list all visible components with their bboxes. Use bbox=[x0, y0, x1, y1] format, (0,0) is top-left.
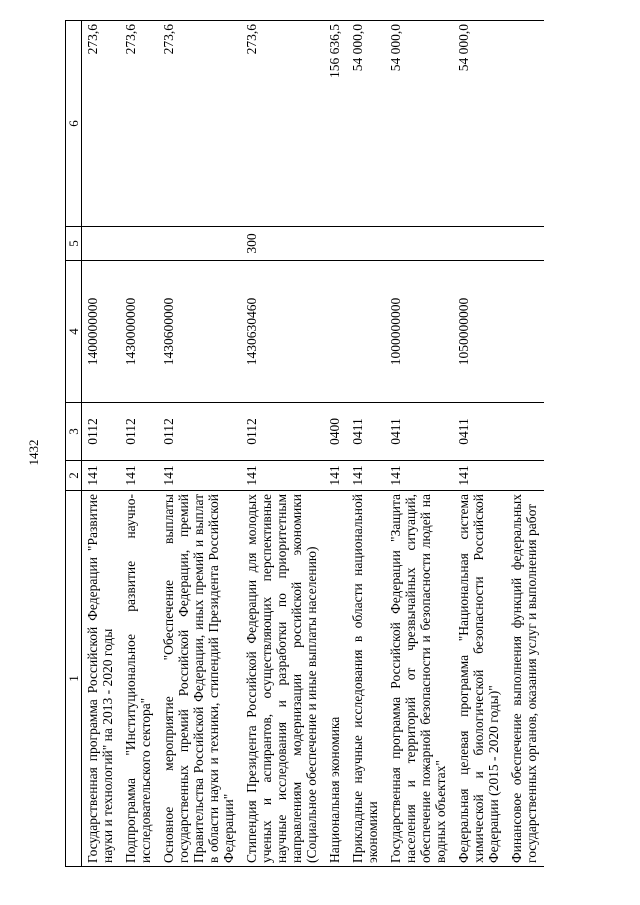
table-row bbox=[241, 21, 324, 867]
row-amount: 273,6 bbox=[120, 21, 158, 227]
row-rzpr: 0411 bbox=[453, 403, 506, 461]
table-row bbox=[506, 21, 544, 867]
row-csr: 1400000000 bbox=[82, 261, 121, 403]
column-header-3: 3 bbox=[66, 403, 82, 461]
row-csr: 1430600000 bbox=[158, 261, 241, 403]
row-rzpr: 0112 bbox=[82, 403, 121, 461]
column-header-row bbox=[66, 21, 82, 867]
row-vr bbox=[347, 227, 385, 261]
row-ved: 141 bbox=[158, 461, 241, 491]
row-csr bbox=[506, 261, 544, 403]
row-amount: 54 000,0 bbox=[453, 21, 506, 227]
row-name: Стипендия Президента Российской Федерации для молодых ученых и аспирантов, осуществляющих перспективные научные исследования и разработки по приоритетным направлениям модернизации российской экономики (Социальное обеспечение и иные выплаты населению) bbox=[241, 491, 324, 867]
row-csr bbox=[324, 261, 347, 403]
column-header-5: 5 bbox=[66, 227, 82, 261]
table-row bbox=[158, 21, 241, 867]
row-csr: 1050000000 bbox=[453, 261, 506, 403]
column-header-2: 2 bbox=[66, 461, 82, 491]
row-vr bbox=[82, 227, 121, 261]
row-name: Подпрограмма "Институциональное развитие научно-исследовательского сектора" bbox=[120, 491, 158, 867]
row-ved: 141 bbox=[347, 461, 385, 491]
table-row bbox=[82, 21, 121, 867]
column-header-6: 6 bbox=[66, 21, 82, 227]
row-rzpr: 0112 bbox=[241, 403, 324, 461]
row-rzpr bbox=[506, 403, 544, 461]
table-row bbox=[385, 21, 453, 867]
row-name: Государственная программа Российской Федерации "Развитие науки и технологий" на 2013 - 2020 годы bbox=[82, 491, 121, 867]
table-row bbox=[453, 21, 506, 867]
row-vr bbox=[120, 227, 158, 261]
row-ved: 141 bbox=[385, 461, 453, 491]
row-csr: 1430630460 bbox=[241, 261, 324, 403]
row-vr bbox=[385, 227, 453, 261]
row-ved: 141 bbox=[453, 461, 506, 491]
row-amount: 273,6 bbox=[82, 21, 121, 227]
row-amount: 156 636,5 bbox=[324, 21, 347, 227]
row-name: Прикладные научные исследования в области национальной экономики bbox=[347, 491, 385, 867]
row-vr bbox=[453, 227, 506, 261]
row-vr: 300 bbox=[241, 227, 324, 261]
row-name: Финансовое обеспечение выполнения функций федеральных государственных органов, оказания услуг и выполнения работ bbox=[506, 491, 544, 867]
column-header-4: 4 bbox=[66, 261, 82, 403]
column-header-1: 1 bbox=[66, 491, 82, 867]
row-csr: 1430000000 bbox=[120, 261, 158, 403]
row-csr: 1000000000 bbox=[385, 261, 453, 403]
row-ved: 141 bbox=[241, 461, 324, 491]
row-amount: 273,6 bbox=[158, 21, 241, 227]
row-rzpr: 0411 bbox=[385, 403, 453, 461]
table-row bbox=[324, 21, 347, 867]
row-csr bbox=[347, 261, 385, 403]
row-amount bbox=[506, 21, 544, 227]
row-amount: 54 000,0 bbox=[385, 21, 453, 227]
page-number: 1432 bbox=[26, 439, 41, 466]
row-name: Федеральная целевая программа "Национальная система химической и биологической безопасности Российской Федерации (2015 - 2020 годы)" bbox=[453, 491, 506, 867]
table-row bbox=[347, 21, 385, 867]
row-ved: 141 bbox=[82, 461, 121, 491]
row-name: Основное мероприятие "Обеспечение выплаты государственных премий Российской Федерации, премий Правительства Российской Федерации, иных премий и выплат в области науки и техники, стипендий Президента Российской Федерации" bbox=[158, 491, 241, 867]
row-rzpr: 0400 bbox=[324, 403, 347, 461]
row-ved: 141 bbox=[120, 461, 158, 491]
row-ved bbox=[506, 461, 544, 491]
row-name: Национальная экономика bbox=[324, 491, 347, 867]
row-vr bbox=[158, 227, 241, 261]
row-rzpr: 0112 bbox=[158, 403, 241, 461]
row-vr bbox=[506, 227, 544, 261]
row-amount: 273,6 bbox=[241, 21, 324, 227]
row-vr bbox=[324, 227, 347, 261]
table-row bbox=[120, 21, 158, 867]
row-ved: 141 bbox=[324, 461, 347, 491]
row-rzpr: 0112 bbox=[120, 403, 158, 461]
row-amount: 54 000,0 bbox=[347, 21, 385, 227]
row-name: Государственная программа Российской Федерации "Защита населения и территорий от чрезвычайных ситуаций, обеспечение пожарной безопасности и безопасности людей на водных объектах" bbox=[385, 491, 453, 867]
row-rzpr: 0411 bbox=[347, 403, 385, 461]
budget-table bbox=[65, 20, 544, 867]
